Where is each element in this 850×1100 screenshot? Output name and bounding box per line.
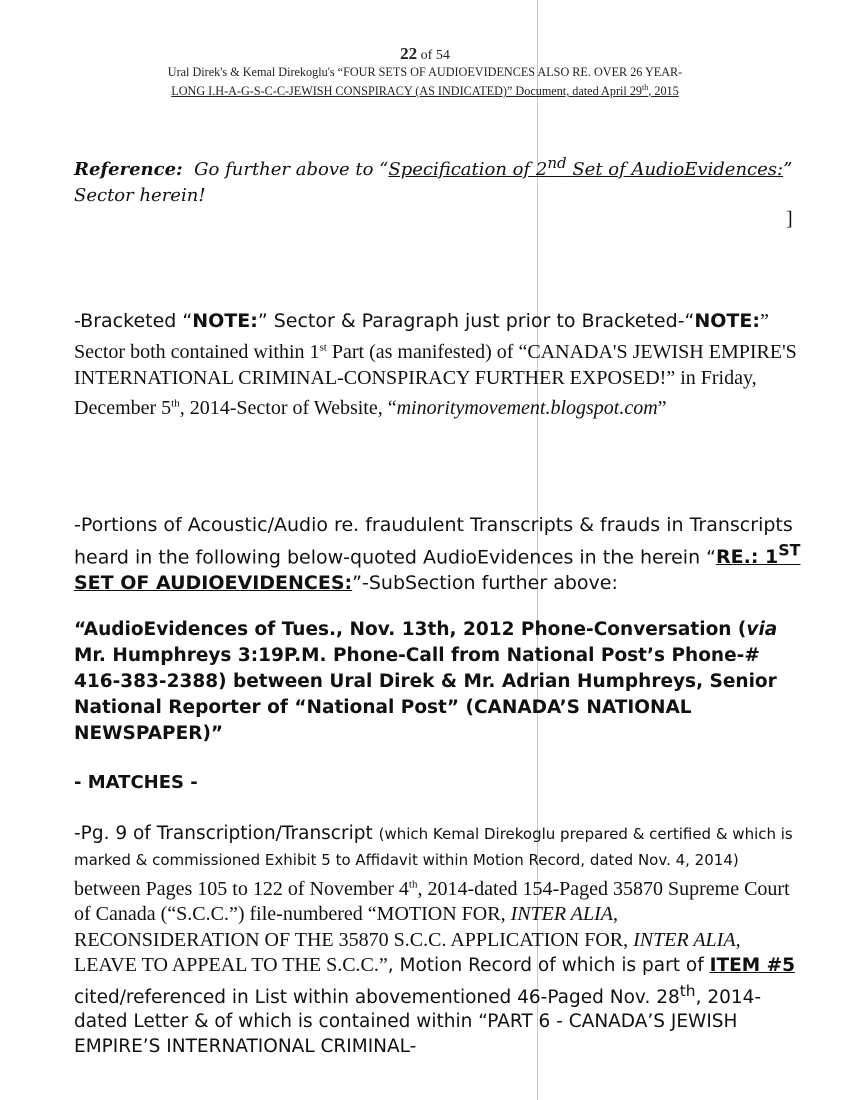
- website-name: minoritymovement.blogspot.com: [396, 397, 658, 420]
- header-title-line-2: LONG I.H-A-G-S-C-C-JEWISH CONSPIRACY (AS INDICATED)” Document, dated April 29th, 2015: [171, 83, 679, 99]
- note-paragraph: -Bracketed “NOTE:” Sector & Paragraph just prior to Bracketed-“NOTE:” Sector both contained within 1st Part (as manifested) of “CANADA'S JEWISH EMPIRE'S INTERNATIONAL CRIMINAL-CONSPIRACY FURTHER EXPOSED!” in Friday, December 5th, 2014-Sector of Website, “minoritymovement.blogspot.com”: [74, 310, 797, 420]
- reference-line-2: Sector herein!: [74, 185, 206, 206]
- matches-heading: - MATCHES -: [74, 772, 198, 793]
- page-header: [60, 46, 790, 99]
- page-number: [60, 46, 790, 64]
- audioevidence-title: “AudioEvidences of Tues., Nov. 13th, 2012 Phone-Conversation (via Mr. Humphreys 3:19P.M. Phone-Call from National Post’s Phone-# 416-383-2388) between Ural Direk & Mr. Adrian Humphreys, Senior National Reporter of “National Post” (CANADA’S NATIONAL NEWSPAPER)”: [74, 619, 778, 744]
- transcript-paragraph: -Pg. 9 of Transcription/Transcript (which Kemal Direkoglu prepared & certified & which is marked & commissioned Exhibit 5 to Affidavit within Motion Record, dated Nov. 4, 2014) between Pages 105 to 122 of November 4th, 2014-dated 154-Paged 35870 Supreme Court of Canada (“S.C.C.”) file-numbered “MOTION FOR, INTER ALIA, RECONSIDERATION OF THE 35870 S.C.C. APPLICATION FOR, INTER ALIA, LEAVE TO APPEAL TO THE S.C.C.”, Motion Record of which is part of ITEM #5 cited/referenced in List within abovementioned 46-Paged Nov. 28th, 2014-dated Letter & of which is contained within “PART 6 - CANADA’S JEWISH EMPIRE’S INTERNATIONAL CRIMINAL-: [74, 823, 795, 1057]
- reference-paragraph: Reference: Go further above to “Specification of 2nd Set of AudioEvidences:” Sector herein!: [74, 154, 793, 206]
- portions-paragraph: -Portions of Acoustic/Audio re. fraudulent Transcripts & frauds in Transcripts heard in the following below-quoted AudioEvidences in the herein “RE.: 1ST SET OF AUDIOEVIDENCES:”-SubSection further above:: [74, 514, 801, 595]
- page-current: 22: [400, 44, 418, 63]
- closing-bracket: ]: [786, 208, 793, 230]
- item-5-link: ITEM #5: [709, 955, 795, 977]
- reference-label: Reference:: [74, 159, 183, 180]
- page-total: of 54: [420, 48, 450, 63]
- header-title-line-1: Ural Direk's & Kemal Direkoglu's “FOUR SETS OF AUDIOEVIDENCES ALSO RE. OVER 26 YEAR-: [167, 65, 683, 79]
- first-set-heading: RE.: 1ST SET OF AUDIOEVIDENCES:: [74, 541, 801, 595]
- reference-link: Specification of 2nd Set of AudioEvidences:: [388, 154, 784, 180]
